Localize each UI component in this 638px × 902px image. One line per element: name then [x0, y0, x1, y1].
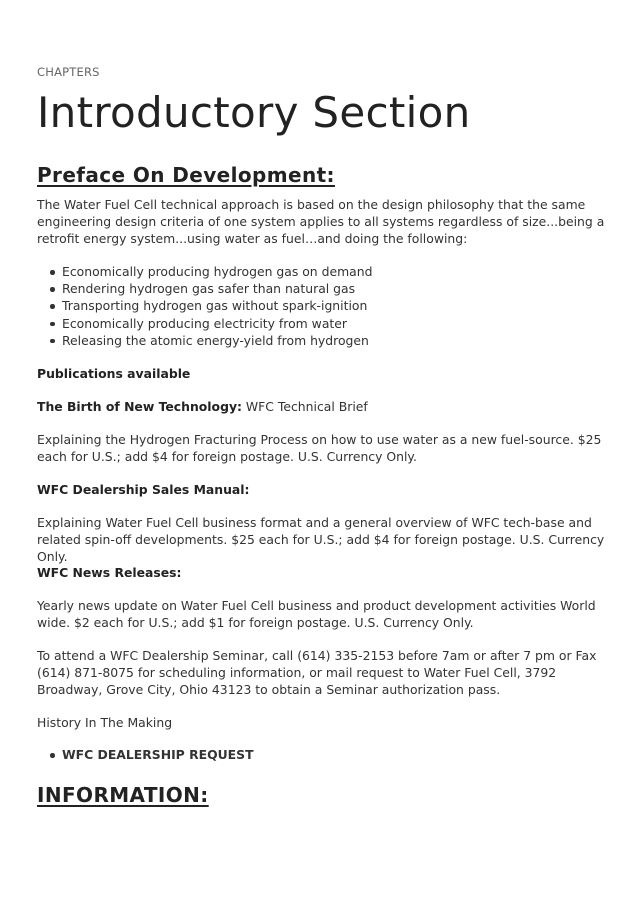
list-item: Transporting hydrogen gas without spark-ignition — [37, 297, 372, 314]
chapters-label: CHAPTERS — [37, 65, 100, 79]
dealership-request-item: WFC DEALERSHIP REQUEST — [37, 746, 254, 763]
dealership-sales-manual-description: Explaining Water Fuel Cell business format and a general overview of WFC tech-base and related spin-off developments. $25 each for U.S.; add $4 for foreign postage. U.S. Currency Only. — [37, 515, 605, 564]
page-title: Introductory Section — [37, 88, 471, 137]
list-item: Rendering hydrogen gas safer than natural gas — [37, 280, 372, 297]
history-label: History In The Making — [37, 715, 173, 730]
information-heading: INFORMATION: — [37, 783, 209, 807]
birth-of-new-technology-line — [37, 398, 605, 415]
publications-heading: Publications available — [37, 366, 191, 381]
dealership-sales-manual-label: WFC Dealership Sales Manual: — [37, 482, 250, 497]
list-item: Releasing the atomic energy-yield from hydrogen — [37, 332, 372, 349]
news-releases-label: WFC News Releases: — [37, 565, 182, 580]
history-list — [37, 746, 254, 763]
birth-of-new-technology-label: The Birth of New Technology: — [37, 399, 242, 414]
birth-of-new-technology-value: WFC Technical Brief — [241, 399, 368, 414]
seminar-information: To attend a WFC Dealership Seminar, call (614) 335-2153 before 7am or after 7 pm or Fax (614) 871-8075 for scheduling information, or mail request to Water Fuel Cell, 3792 Broadway, Grove City, Ohio 43123 to obtain a Seminar authorization pass. — [37, 648, 597, 697]
list-item: Economically producing electricity from water — [37, 315, 372, 332]
news-releases-description: Yearly news update on Water Fuel Cell business and product development activities World wide. $2 each for U.S.; add $1 for foreign postage. U.S. Currency Only. — [37, 598, 596, 630]
preface-intro: The Water Fuel Cell technical approach is based on the design philosophy that the same engineering design criteria of one system applies to all systems regardless of size...being a retrofit energy system...using water as fuel…and doing the following: — [37, 197, 605, 246]
birth-of-new-technology-description: Explaining the Hydrogen Fracturing Process on how to use water as a new fuel-source. $25 each for U.S.; add $4 for foreign postage. U.S. Currency Only. — [37, 432, 602, 464]
preface-bullet-list — [37, 263, 372, 349]
list-item: Economically producing hydrogen gas on demand — [37, 263, 372, 280]
preface-heading: Preface On Development: — [37, 163, 335, 187]
